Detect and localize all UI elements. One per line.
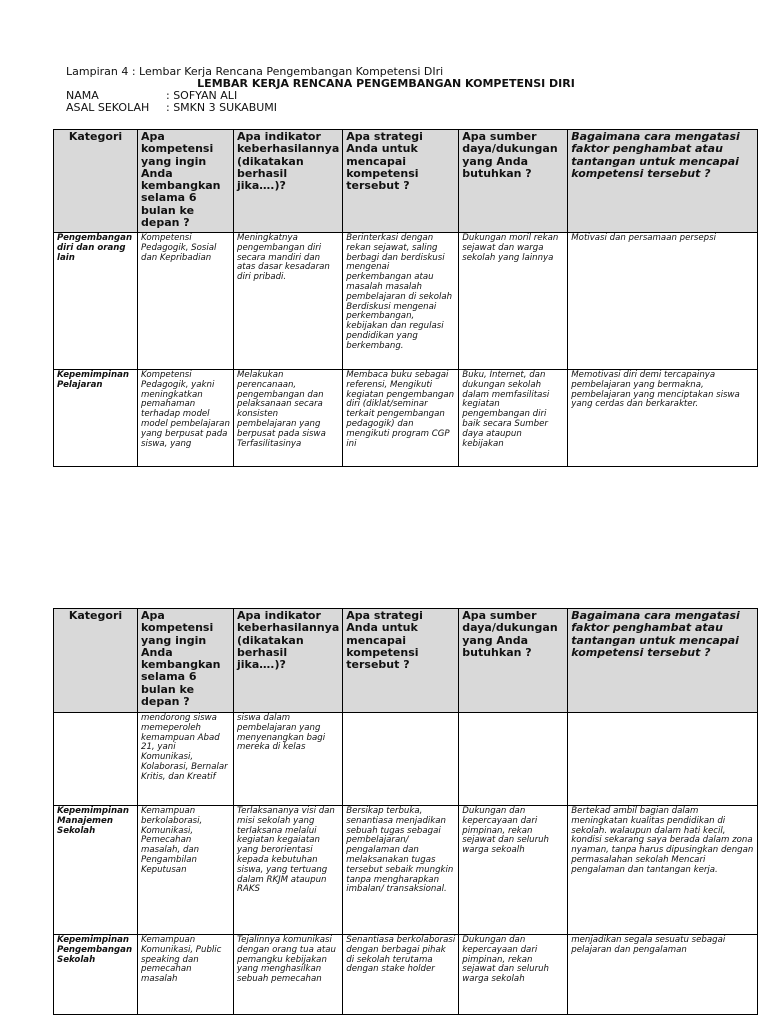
column-header-indicator: Apa indikator keberhasilannya (dikatakan berhasil jika….)? [234,130,343,233]
competency-cell: Kompetensi Pedagogik, Sosial dan Kepribadian [138,233,234,370]
competency-cell: Kompetensi Pedagogik, yakni meningkatkan pemahaman terhadap model model pembelajaran yang berpusat pada siswa, yang [138,370,234,467]
category-cell [54,713,138,806]
category-cell: Kepemimpinan Manajemen Sekolah [54,806,138,935]
obstacles-cell: Motivasi dan persamaan persepsi [568,233,758,370]
obstacles-cell [568,713,758,806]
column-header-category: Kategori [54,130,138,233]
column-header-indicator: Apa indikator keberhasilannya (dikatakan berhasil jika….)? [234,609,343,713]
table-row [54,713,758,806]
indicator-cell: Tejalinnya komunikasi dengan orang tua atau pemangku kebijakan yang menghasilkan sebuah pemecahan [234,935,343,1015]
table-header-row [54,130,758,233]
worksheet-table-1 [53,129,758,467]
category-cell: Kepemimpinan Pengembangan Sekolah [54,935,138,1015]
competency-cell: Kemampuan Komunikasi, Public speaking dan pemecahan masalah [138,935,234,1015]
document-header [66,66,706,114]
table-header-row [54,609,758,713]
resources-cell: Buku, Internet, dan dukungan sekolah dalam memfasilitasi kegiatan pengembangan diri baik secara Sumber daya ataupun kebijakan [459,370,568,467]
obstacles-cell: menjadikan segala sesuatu sebagai pelajaran dan pengalaman [568,935,758,1015]
column-header-competency: Apa kompetensi yang ingin Anda kembangkan selama 6 bulan ke depan ? [138,609,234,713]
name-row [66,90,706,102]
column-header-resources: Apa sumber daya/dukungan yang Anda butuhkan ? [459,609,568,713]
column-header-category: Kategori [54,609,138,713]
appendix-label: Lampiran 4 : Lembar Kerja Rencana Pengembangan Kompetensi DIri [66,65,444,78]
category-cell: Pengembangan diri dan orang lain [54,233,138,370]
table-row [54,233,758,370]
indicator-cell: Melakukan perencanaan, pengembangan dan pelaksanaan secara konsisten pembelajaran yang berpusat pada siswa Terfasilitasinya [234,370,343,467]
strategy-cell [343,713,459,806]
table-row [54,806,758,935]
name-value: : SOFYAN ALI [166,89,238,102]
column-header-obstacles: Bagaimana cara mengatasi faktor penghambat atau tantangan untuk mencapai kompetensi tersebut ? [568,609,758,713]
column-header-competency: Apa kompetensi yang ingin Anda kembangkan selama 6 bulan ke depan ? [138,130,234,233]
competency-cell: mendorong siswa memeperoleh kemampuan Abad 21, yani Komunikasi, Kolaborasi, Bernalar Kritis, dan Kreatif [138,713,234,806]
worksheet-table-2 [53,608,758,1015]
indicator-cell: siswa dalam pembelajaran yang menyenangkan bagi mereka di kelas [234,713,343,806]
indicator-cell: Terlaksananya visi dan misi sekolah yang terlaksana melalui kegiatan kegaiatan yang berorientasi kepada kebutuhan siswa, yang tertuang dalam RKJM ataupun RAKS [234,806,343,935]
strategy-cell: Bersikap terbuka, senantiasa menjadikan sebuah tugas sebagai pembelajaran/ pengalaman dan melaksanakan tugas tersebut sebaik mungkin tanpa mengharapkan imbalan/ transaksional. [343,806,459,935]
column-header-resources: Apa sumber daya/dukungan yang Anda butuhkan ? [459,130,568,233]
name-label: NAMA [66,89,99,102]
resources-cell: Dukungan dan kepercayaan dari pimpinan, rekan sejawat dan seluruh warga sekoalh [459,806,568,935]
column-header-strategy: Apa strategi Anda untuk mencapai kompetensi tersebut ? [343,609,459,713]
obstacles-cell: Bertekad ambil bagian dalam meningkatan kualitas pendidikan di sekolah. walaupun dalam hati kecil, kondisi sekarang saya berada dalam zona nyaman, tanpa harus dipusingkan dengan permasalahan sekolah Mencari pengalaman dan tantangan kerja. [568,806,758,935]
school-value: : SMKN 3 SUKABUMI [166,101,278,114]
column-header-obstacles: Bagaimana cara mengatasi faktor penghambat atau tantangan untuk mencapai kompetensi tersebut ? [568,130,758,233]
strategy-cell: Membaca buku sebagai referensi, Mengikuti kegiatan pengembangan diri (diklat/seminar terkait pengembangan pedagogik) dan mengikuti program CGP ini [343,370,459,467]
competency-cell: Kemampuan berkolaborasi, Komunikasi, Pemecahan masalah, dan Pengambilan Keputusan [138,806,234,935]
resources-cell [459,713,568,806]
category-cell: Kepemimpinan Pelajaran [54,370,138,467]
table-row [54,370,758,467]
strategy-cell: Berinterkasi dengan rekan sejawat, saling berbagi dan berdiskusi mengenai perkembangan atau masalah masalah pembelajaran di sekolah Berdiskusi mengenai perkembangan, kebijakan dan regulasi pendidikan yang berkembang. [343,233,459,370]
school-row [66,102,706,114]
column-header-strategy: Apa strategi Anda untuk mencapai kompetensi tersebut ? [343,130,459,233]
school-label: ASAL SEKOLAH [66,101,150,114]
resources-cell: Dukungan moril rekan sejawat dan warga sekolah yang lainnya [459,233,568,370]
table-row [54,935,758,1015]
obstacles-cell: Memotivasi diri demi tercapainya pembelajaran yang bermakna, pembelajaran yang menciptakan siswa yang cerdas dan berkarakter. [568,370,758,467]
resources-cell: Dukungan dan kepercayaan dari pimpinan, rekan sejawat dan seluruh warga sekolah [459,935,568,1015]
document-title: LEMBAR KERJA RENCANA PENGEMBANGAN KOMPETENSI DIRI [197,77,575,90]
indicator-cell: Meningkatnya pengembangan diri secara mandiri dan atas dasar kesadaran diri pribadi. [234,233,343,370]
strategy-cell: Senantiasa berkolaborasi dengan berbagai pihak di sekolah terutama dengan stake holder [343,935,459,1015]
